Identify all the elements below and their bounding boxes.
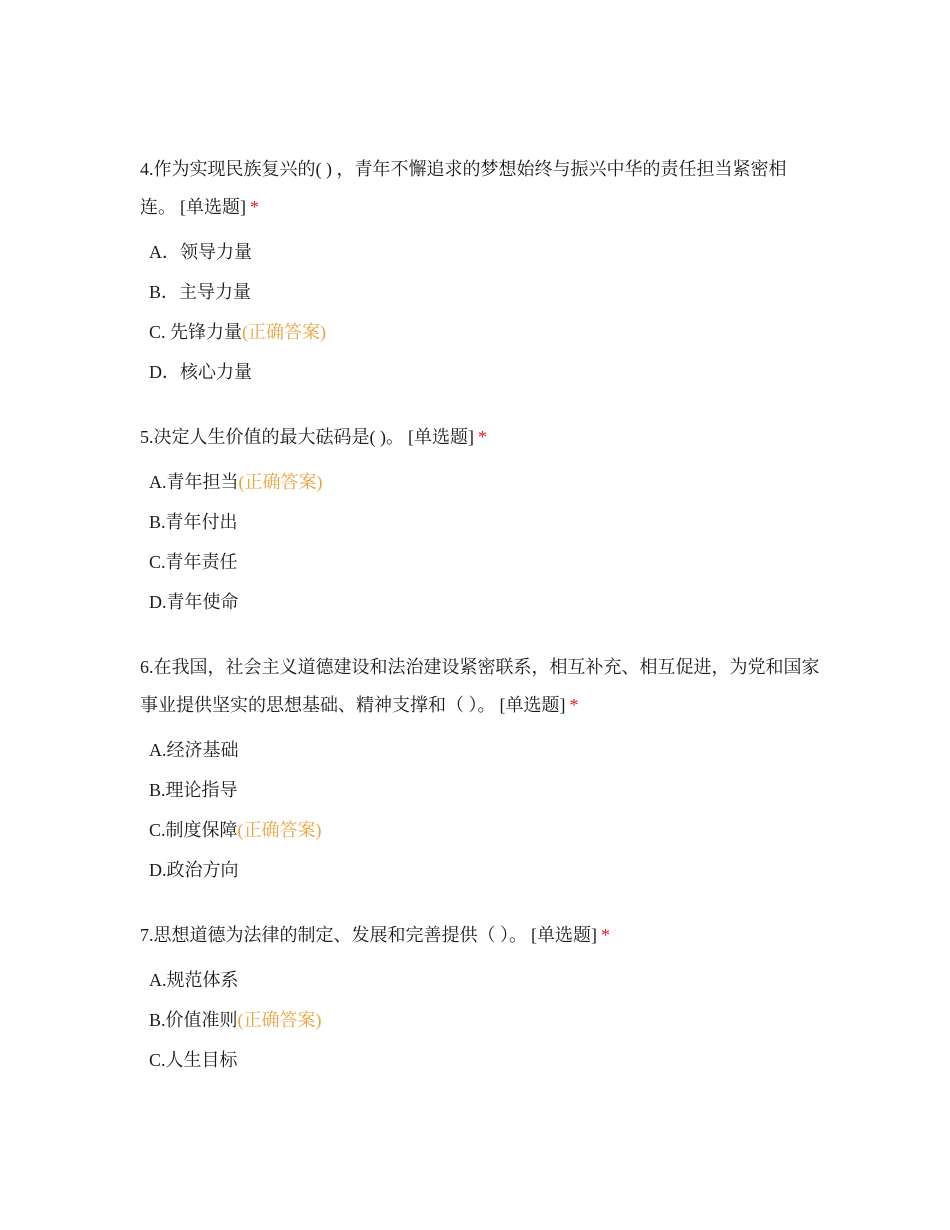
question-7 (140, 916, 820, 1080)
option-c[interactable] (140, 542, 820, 582)
option-d[interactable] (140, 582, 820, 622)
correct-answer-tag: (正确答案) (237, 1010, 322, 1030)
question-type: [单选题] (499, 695, 566, 715)
question-5 (140, 418, 820, 622)
option-label: A.经济基础 (149, 740, 239, 760)
question-text: 6.在我国，社会主义道德建设和法治建设紧密联系，相互补充、相互促进，为党和国家事业提供坚实的思想基础、精神支撑和（ ）。 (140, 657, 820, 715)
option-a[interactable] (140, 730, 820, 770)
option-label: D.青年使命 (149, 592, 239, 612)
option-d[interactable] (140, 850, 820, 890)
option-c[interactable] (140, 312, 820, 352)
question-title (140, 418, 820, 456)
option-label: A．领导力量 (149, 242, 252, 262)
question-text: 5.决定人生价值的最大砝码是( )。 (140, 427, 404, 447)
option-label: C.制度保障 (149, 820, 238, 840)
option-b[interactable] (140, 1000, 820, 1040)
option-label: C.人生目标 (149, 1050, 238, 1070)
required-marker: * (601, 925, 610, 945)
question-list (140, 150, 820, 1106)
option-c[interactable] (140, 1040, 820, 1080)
option-d[interactable] (140, 352, 820, 392)
question-4 (140, 150, 820, 392)
option-label: B．主导力量 (149, 282, 252, 302)
correct-answer-tag: (正确答案) (237, 820, 322, 840)
question-title (140, 916, 820, 954)
option-label: A.青年担当 (149, 472, 239, 492)
option-label: B.价值准则 (149, 1010, 238, 1030)
required-marker: * (569, 695, 579, 715)
option-b[interactable] (140, 502, 820, 542)
question-text: 4.作为实现民族复兴的( ) ，青年不懈追求的梦想始终与振兴中华的责任担当紧密相连。 (140, 159, 787, 217)
option-label: B.青年付出 (149, 512, 238, 532)
correct-answer-tag: (正确答案) (242, 322, 327, 342)
option-c[interactable] (140, 810, 820, 850)
option-label: B.理论指导 (149, 780, 238, 800)
option-b[interactable] (140, 770, 820, 810)
option-label: D．核心力量 (149, 362, 252, 382)
option-label: C. 先锋力量 (149, 322, 243, 342)
question-title (140, 648, 820, 724)
question-6 (140, 648, 820, 890)
question-type: [单选题] (531, 925, 597, 945)
required-marker: * (250, 197, 259, 217)
option-label: D.政治方向 (149, 860, 239, 880)
question-type: [单选题] (180, 197, 246, 217)
question-title (140, 150, 820, 226)
option-a[interactable] (140, 462, 820, 502)
option-a[interactable] (140, 960, 820, 1000)
question-text: 7.思想道德为法律的制定、发展和完善提供（ ）。 (140, 925, 527, 945)
option-b[interactable] (140, 272, 820, 312)
option-label: A.规范体系 (149, 970, 239, 990)
correct-answer-tag: (正确答案) (238, 472, 323, 492)
option-a[interactable] (140, 232, 820, 272)
question-type: [单选题] (408, 427, 474, 447)
option-label: C.青年责任 (149, 552, 238, 572)
required-marker: * (478, 427, 487, 447)
